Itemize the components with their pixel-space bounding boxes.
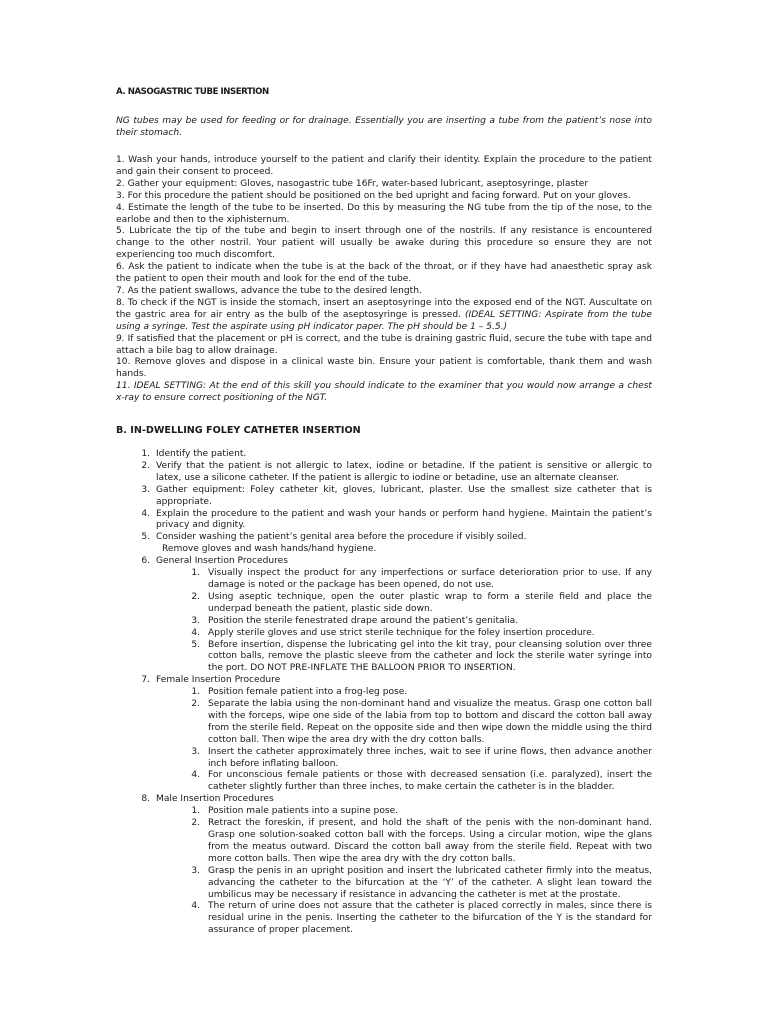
list-item — [116, 794, 652, 806]
step-9 — [116, 334, 652, 358]
item-heading: Male Insertion Procedures — [156, 794, 274, 805]
sub-item-text: Before insertion, dispense the lubricating gel into the kit tray, pour cleansing solution over three cotton balls, remove the plastic sleeve from the catheter and lock the sterile water syringe into the port. DO NOT PRE-INFLATE THE BALLOON PRIOR TO INSERTION. — [208, 639, 652, 674]
step-8-ideal-setting: (IDEAL SETTING: Aspirate from the tube using a syringe. Test the aspirate using pH indicator paper. The pH should be 1 – 5.5.) — [116, 309, 652, 332]
sub-item-text: Separate the labia using the non-dominant hand and visualize the meatus. Grasp one cotton ball with the forceps, wipe one side of the labia from top to bottom and discard the cotton ball away from the sterile field. Repeat on the opposite side and then wipe down the middle using the third cotton ball. Then wipe the area dry with the dry cotton balls. — [208, 699, 652, 745]
item-text: Explain the procedure to the patient and wash your hands or perform hand hygiene. Maintain the patient’s privacy and dignity. — [156, 508, 652, 531]
sub-item-number: 2. — [191, 818, 200, 829]
sub-item-number: 4. — [191, 627, 200, 638]
sub-item-text: Position female patient into a frog-leg pose. — [208, 687, 408, 698]
sub-list-item — [116, 806, 652, 818]
sub-item-text: Position male patients into a supine pose. — [208, 806, 399, 817]
item-number: 6. — [141, 556, 150, 567]
sub-list-item — [116, 640, 652, 676]
section-a-intro: NG tubes may be used for feeding or for drainage. Essentially you are inserting a tube from the patient’s nose into their stomach. — [116, 116, 652, 138]
list-item — [116, 485, 652, 509]
sub-list-item — [116, 616, 652, 628]
sub-item-number: 1. — [191, 687, 200, 698]
step-4: 4. Estimate the length of the tube to be inserted. Do this by measuring the NG tube from the tip of the nose, to the earlobe and then to the xiphisternum. — [116, 202, 652, 225]
sub-list-item — [116, 628, 652, 640]
item-number: 3. — [141, 484, 150, 495]
step-3: 3. For this procedure the patient should be positioned on the bed upright and facing forward. Put on your gloves. — [116, 190, 631, 201]
sub-list-item — [116, 687, 652, 699]
item-number: 4. — [141, 508, 150, 519]
item-number: 8. — [141, 794, 150, 805]
sub-item-number: 2. — [191, 699, 200, 710]
list-item — [116, 532, 652, 544]
step-10: 10. Remove gloves and dispose in a clinical waste bin. Ensure your patient is comfortable, thank them and wash hands. — [116, 357, 652, 380]
section-a-title: A. NASOGASTRIC TUBE INSERTION — [116, 87, 269, 97]
sub-list-item — [116, 568, 652, 592]
sub-item-number: 4. — [191, 770, 200, 781]
step-11: 11. IDEAL SETTING: At the end of this skill you should indicate to the examiner that you would now arrange a chest x-ray to ensure correct positioning of the NGT. — [116, 381, 652, 404]
item-heading: Female Insertion Procedure — [156, 675, 281, 686]
sub-item-number: 3. — [191, 746, 200, 757]
sub-item-number: 1. — [191, 568, 200, 579]
sub-list-item — [116, 592, 652, 616]
item-text: Verify that the patient is not allergic to latex, iodine or betadine. If the patient is sensitive or allergic to latex, use a silicone catheter. If the patient is allergic to iodine or betadine, use an alternate cleanser. — [156, 460, 652, 483]
item-text: Identify the patient. — [156, 449, 247, 459]
step-8 — [116, 298, 652, 334]
section-b-title: B. IN-DWELLING FOLEY CATHETER INSERTION — [116, 425, 361, 436]
sub-item-number: 1. — [191, 806, 200, 817]
list-item — [116, 675, 652, 687]
sub-item-text: For unconscious female patients or those with decreased sensation (i.e. paralyzed), insert the catheter slightly further than three inches, to make certain the catheter is in the bladder. — [208, 770, 652, 793]
sub-item-text: The return of urine does not assure that the catheter is placed correctly in males, since there is residual urine in the penis. Inserting the catheter to the bifurcation of the Y is the standard for assurance of proper placement. — [208, 901, 652, 936]
sub-item-number: 2. — [191, 591, 200, 602]
sub-list-item — [116, 818, 652, 866]
step-8-text: 8. To check if the NGT is inside the stomach, insert an aseptosyringe into the exposed end of the NGT. Auscultate on the gastric area for air entry as the bulb of the aseptosyringe is pressed. — [116, 297, 652, 320]
sub-item-text: Using aseptic technique, open the outer plastic wrap to form a sterile field and place the underpad beneath the patient, plastic side down. — [208, 591, 652, 614]
item-text: Consider washing the patient’s genital area before the procedure if visibly soiled. — [156, 532, 527, 543]
sub-item-text: Apply sterile gloves and use strict sterile technique for the foley insertion procedure. — [208, 627, 595, 638]
sub-item-text: Grasp the penis in an upright position and insert the lubricated catheter firmly into the meatus, advancing the catheter to the bifurcation at the ‘Y’ of the catheter. A slight lean toward the umbilicus may be necessary if resistance in advancing the catheter is met at the prostate. — [208, 865, 652, 900]
list-item — [116, 461, 652, 485]
item-text: Gather equipment: Foley catheter kit, gloves, lubricant, plaster. Use the smallest size catheter that is appropriate. — [156, 484, 652, 507]
sub-item-text: Insert the catheter approximately three inches, wait to see if urine flows, then advance another inch before inflating balloon. — [208, 746, 652, 769]
sub-item-text: Retract the foreskin, if present, and hold the shaft of the penis with the non-dominant hand. Grasp one solution-soaked cotton ball with the forceps. Using a circular motion, wipe the glans from the meatus outward. Discard the cotton ball away from the sterile field. Repeat with two more cotton balls. Then wipe the area dry with the dry cotton balls. — [208, 818, 652, 864]
sub-item-number: 4. — [191, 901, 200, 912]
section-a-steps — [116, 155, 652, 405]
sub-list-item — [116, 747, 652, 771]
step-9-number: 9. — [116, 333, 125, 344]
step-1: 1. Wash your hands, introduce yourself to the patient and clarify their identity. Explain the procedure to the patient and gain their consent to proceed. — [116, 155, 652, 177]
list-item — [116, 556, 652, 568]
sub-item-text: Visually inspect the product for any imperfections or surface deterioration prior to use. If any damage is noted or the package has been opened, do not use. — [208, 568, 652, 590]
step-2: 2. Gather your equipment: Gloves, nasogastric tube 16Fr, water-based lubricant, aseptosyringe, plaster — [116, 178, 589, 189]
list-item — [116, 449, 652, 461]
sub-list-item — [116, 699, 652, 747]
item-heading: General Insertion Procedures — [156, 556, 288, 567]
sub-item-number: 3. — [191, 615, 200, 626]
step-6: 6. Ask the patient to indicate when the tube is at the back of the throat, or if they have had anaesthetic spray ask the patient to open their mouth and look for the end of the tube. — [116, 262, 652, 285]
sub-item-number: 3. — [191, 865, 200, 876]
sub-list-item — [116, 866, 652, 902]
item-number: 7. — [141, 675, 150, 686]
item-5-continuation: Remove gloves and wash hands/hand hygiene. — [162, 544, 377, 555]
sub-item-number: 5. — [191, 639, 200, 650]
item-number: 1. — [141, 449, 150, 459]
item-number: 5. — [141, 532, 150, 543]
section-b-list — [116, 449, 652, 937]
item-number: 2. — [141, 460, 150, 471]
sub-list-item — [116, 770, 652, 794]
step-7: 7. As the patient swallows, advance the tube to the desired length. — [116, 285, 422, 296]
sub-item-text: Position the sterile fenestrated drape around the patient’s genitalia. — [208, 615, 519, 626]
step-5: 5. Lubricate the tip of the tube and begin to insert through one of the nostrils. If any resistance is encountered change to the other nostril. Your patient will usually be awake during this procedure so ensure they are not experiencing too much discomfort. — [116, 226, 652, 261]
list-item — [116, 509, 652, 533]
step-9-text: If satisfied that the placement or pH is correct, and the tube is draining gastric fluid, secure the tube with tape and attach a bile bag to allow drainage. — [116, 333, 652, 356]
sub-list-item — [116, 901, 652, 937]
